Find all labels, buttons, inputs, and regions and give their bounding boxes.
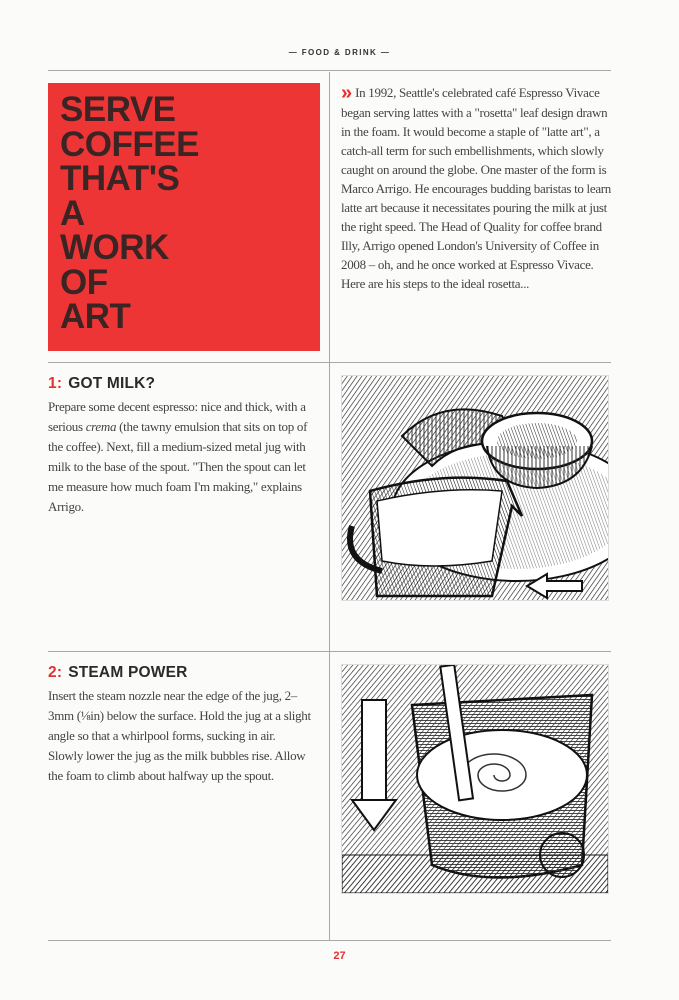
step-1-text-cont: (the tawny emulsion that sits on top of the coffee). Next, fill a medium-sized metal jug with milk to the base of the spout. "Then the spout can let me measure how much foam I'm making," explains Arrigo.	[48, 419, 308, 514]
headline-line: COFFEE	[60, 124, 199, 164]
step-1-number: 1:	[48, 375, 63, 392]
engraving-steam-icon	[342, 665, 608, 893]
headline-line: OF	[60, 262, 108, 302]
headline-line: WORK	[60, 228, 169, 267]
headline-line: SERVE	[60, 90, 176, 129]
page-number: 27	[333, 950, 346, 962]
hero-block	[48, 83, 320, 351]
step-1-heading	[48, 375, 155, 393]
intro-text: In 1992, Seattle's celebrated café Espresso Vivace began serving lattes with a "rosetta" leaf design drawn in the foam. It would become a staple of "latte art", a catch-all term for such embellishments, which slowly caught on around the globe. One master of the form is Marco Arrigo. He encourages budding baristas to learn latte art because it necessitates pouring the milk at just the right speed. The Head of Quality for coffee brand Illy, Arrigo opened London's University of Coffee in 2008 – oh, and he once worked at Espresso Vivace. Here are his steps to the ideal rosetta...	[341, 85, 612, 291]
step-1-body	[48, 397, 313, 517]
row-rule-1	[48, 362, 611, 363]
step-2-title: STEAM POWER	[68, 664, 188, 681]
column-divider	[329, 72, 330, 940]
step-1-text: Prepare some decent espresso: nice and thick, with a serious	[48, 399, 306, 434]
headline-line: ART	[60, 297, 131, 336]
illustration-steam-wand	[341, 664, 609, 894]
step-2-number: 2:	[48, 664, 63, 681]
headline	[60, 90, 310, 336]
step-2-heading	[48, 664, 188, 682]
headline-line: THAT'S	[60, 159, 180, 198]
step-2-body: Insert the steam nozzle near the edge of the jug, 2–3mm (⅛in) below the surface. Hold the jug at a slight angle so that a whirlpool forms, sucking in air. Slowly lower the jug as the milk bubbles rise. Allow the foam to climb about halfway up the spout.	[48, 688, 311, 783]
engraving-jug-icon	[342, 376, 608, 600]
step-1-title: GOT MILK?	[68, 375, 156, 392]
row-rule-2	[48, 651, 611, 652]
section-label: — FOOD & DRINK —	[288, 48, 391, 57]
illustration-milk-jug	[341, 375, 609, 601]
headline-line: A	[60, 193, 85, 233]
intro-paragraph	[341, 83, 613, 293]
step-1-emphasis: crema	[85, 419, 117, 434]
top-rule	[48, 70, 611, 71]
chevron-icon: »	[341, 82, 347, 104]
bottom-rule	[48, 940, 611, 941]
